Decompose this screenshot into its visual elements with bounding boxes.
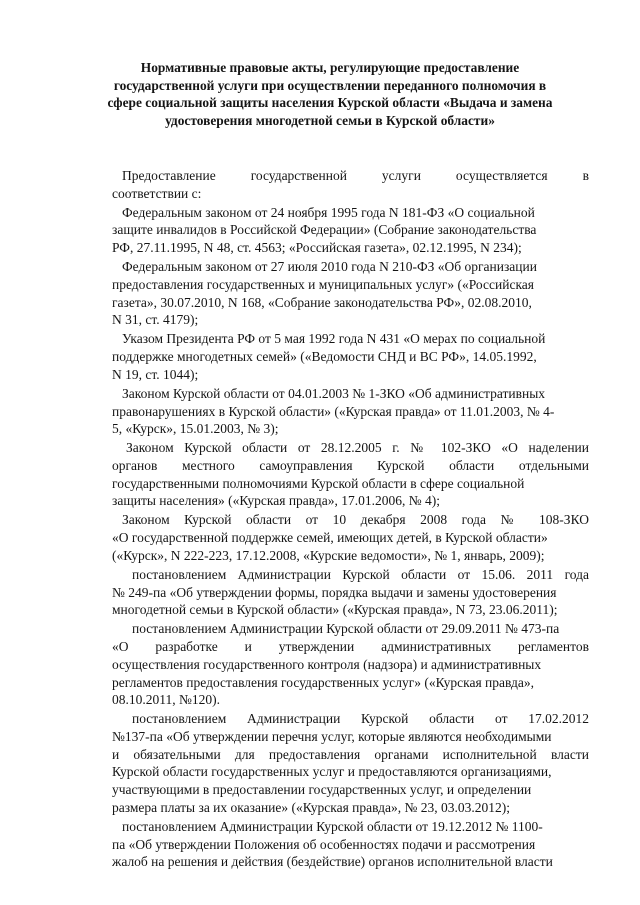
text-line: участвующими в предоставлении государственных услуг, и определении [112, 782, 532, 798]
text-line: 08.10.2011, №120). [112, 692, 220, 708]
paragraph-resolution-137 [112, 710, 589, 817]
text-line: постановлением Администрации Курской области от 15.06. 2011 года [132, 566, 589, 582]
text-line: соответствии с: [112, 185, 202, 201]
text-line: многодетной семьи в Курской области» («Курская правда», N 73, 23.06.2011); [112, 602, 558, 618]
text-line: Законом Курской области от 10 декабря 2008 года № 108-ЗКО [122, 512, 589, 528]
paragraph-decree-431 [112, 330, 589, 383]
text-line: «О государственной поддержке семей, имеющих детей, в Курской области» [112, 530, 548, 546]
paragraph-resolution-473 [112, 620, 589, 709]
paragraph-law-102-zko [112, 439, 589, 510]
paragraph-resolution-1100 [112, 818, 589, 871]
paragraph-law-108-zko [112, 511, 589, 564]
title-line: государственной услуги при осуществлении переданного полномочия в [113, 77, 547, 93]
text-line: защите инвалидов в Российской Федерации» (Собрание законодательства [112, 222, 537, 238]
text-line: Федеральным законом от 27 июля 2010 года N 210-ФЗ «Об организации [122, 259, 537, 275]
text-line: и обязательными для предоставления органами исполнительной власти [112, 746, 589, 762]
text-line: предоставления государственных и муниципальных услуг» («Российская [112, 276, 535, 292]
text-line: №137-па «Об утверждении перечня услуг, которые являются необходимыми [112, 728, 552, 744]
text-line: «О разработке и утверждении административных регламентов [112, 639, 589, 654]
text-line: постановлением Администрации Курской области от 19.12.2012 № 1100- [122, 818, 543, 834]
title-line: удостоверения многодетной семьи в Курской области» [165, 112, 495, 128]
text-line: Предоставление государственной услуги осуществляется в [122, 168, 589, 183]
text-line: Указом Президента РФ от 5 мая 1992 года N 431 «О мерах по социальной [122, 331, 546, 347]
text-line: регламентов предоставления государственных услуг» («Курская правда», [112, 674, 535, 690]
document-body [112, 167, 589, 872]
text-line: осуществления государственного контроля (надзора) и административных [112, 656, 542, 672]
text-line: па «Об утверждении Положения об особенностях подачи и рассмотрения [112, 836, 536, 852]
text-line: Федеральным законом от 24 ноября 1995 года N 181-ФЗ «О социальной [122, 204, 535, 220]
document-title [100, 59, 560, 129]
text-line: («Курск», N 222-223, 17.12.2008, «Курские ведомости», № 1, январь, 2009); [112, 547, 545, 563]
paragraph-law-1-zko [112, 385, 589, 438]
title-line: сфере социальной защиты населения Курской области «Выдача и замена [107, 95, 553, 111]
text-line: N 31, ст. 4179); [112, 312, 199, 328]
text-line: поддержке многодетных семей» («Ведомости СНД и ВС РФ», 14.05.1992, [112, 349, 537, 365]
text-line: Курской области государственных услуг и предоставляются организациями, [112, 764, 552, 780]
text-line: постановлением Администрации Курской области от 29.09.2011 № 473-па [132, 621, 560, 637]
paragraph-resolution-249 [112, 566, 589, 619]
text-line: правонарушениях в Курской области» («Курская правда» от 11.01.2003, № 4- [112, 403, 555, 419]
text-line: жалоб на решения и действия (бездействие) органов исполнительной власти [112, 854, 553, 870]
text-line: 5, «Курск», 15.01.2003, № 3); [112, 421, 279, 437]
text-line: государственными полномочиями Курской области в сфере социальной [112, 475, 525, 491]
text-line: газета», 30.07.2010, N 168, «Собрание законодательства РФ», 02.08.2010, [112, 294, 532, 310]
text-line: № 249-па «Об утверждении формы, порядка выдачи и замены удостоверения [112, 584, 557, 600]
paragraph-intro [112, 167, 589, 203]
text-line: Законом Курской области от 04.01.2003 № 1-ЗКО «Об административных [122, 385, 546, 401]
title-line: Нормативные правовые акты, регулирующие предоставление [140, 60, 520, 75]
text-line: N 19, ст. 1044); [112, 366, 199, 382]
text-line: РФ, 27.11.1995, N 48, ст. 4563; «Российская газета», 02.12.1995, N 234); [112, 240, 522, 256]
text-line: Законом Курской области от 28.12.2005 г. № 102-ЗКО «О наделении [126, 440, 589, 456]
paragraph-law-181 [112, 204, 589, 257]
text-line: защиты населения» («Курская правда», 17.01.2006, № 4); [112, 493, 440, 509]
text-line: размера платы за их оказание» («Курская правда», № 23, 03.03.2012); [112, 799, 511, 815]
text-line: постановлением Администрации Курской области от 17.02.2012 [132, 711, 589, 727]
text-line: органов местного самоуправления Курской области отдельными [112, 457, 589, 473]
paragraph-law-210 [112, 258, 589, 329]
